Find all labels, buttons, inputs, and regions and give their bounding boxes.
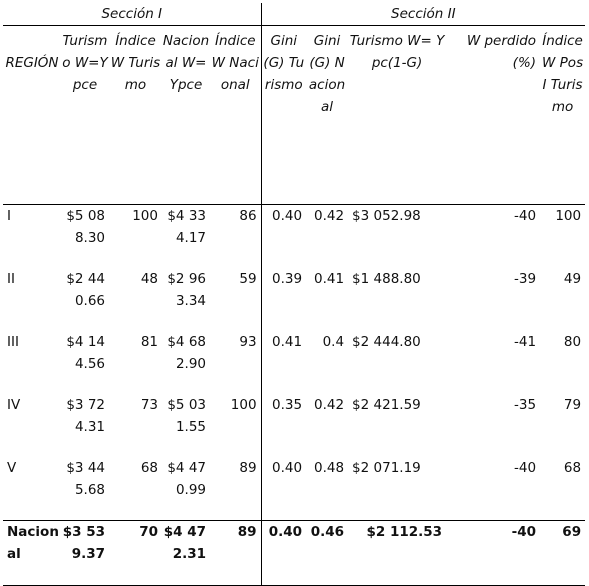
column-header-row [3,26,585,205]
cell-gini-turismo: 0.40 [261,521,306,586]
cell-indice-pos: 68 [563,460,582,476]
cell-region: I [7,208,11,224]
cell-nacional-w: $4 472.31 [162,521,210,586]
cell-nacional-w: $5 031.55 [167,397,206,435]
cell-turismo-ypc: $3 052.98 [352,208,421,224]
cell-indice-turismo: 81 [140,334,158,350]
cell-nacional-w: $4 470.99 [167,460,206,498]
cell-region: Nacional [3,521,61,586]
header-turismo-ypc: Turismo W= Ypc(1-G) [349,33,445,71]
header-region: REGIÓN [5,55,59,71]
cell-gini-nacional: 0.42 [313,208,345,224]
table-row [3,331,585,394]
cell-indice-pos: 69 [540,521,585,586]
cell-gini-turismo: 0.35 [271,397,303,413]
cell-indice-nacional: 100 [210,394,261,457]
cell-gini-nacional: 0.48 [313,460,345,476]
cell-indice-nacional: 59 [210,268,261,331]
cell-turismo-w: $4 144.56 [66,334,105,372]
header-gini-nacional: Gini (G) Nacional [308,33,346,115]
total-row [3,521,585,586]
cell-turismo-ypc: $2 444.80 [352,334,421,350]
cell-w-perdido: -41 [513,334,537,350]
cell-indice-turismo: 73 [140,397,158,413]
cell-indice-nacional: 86 [210,205,261,269]
cell-indice-pos: 79 [563,397,582,413]
cell-w-perdido: -40 [513,208,537,224]
header-turismo-w: Turismo W=Ypce [62,33,108,93]
cell-gini-turismo: 0.39 [271,271,303,287]
cell-nacional-w: $4 334.17 [167,208,206,246]
table-row [3,457,585,521]
cell-gini-turismo: 0.40 [271,208,303,224]
cell-gini-turismo: 0.40 [271,460,303,476]
cell-w-perdido: -35 [513,397,537,413]
cell-indice-nacional: 93 [210,331,261,394]
section-2-label: Sección II [261,3,585,26]
data-table [3,3,585,586]
cell-indice-turismo: 68 [140,460,158,476]
cell-turismo-ypc: $2 071.19 [352,460,421,476]
cell-w-perdido: -40 [446,521,540,586]
table-row [3,205,585,269]
cell-indice-pos: 80 [563,334,582,350]
cell-turismo-w: $3 445.68 [66,460,105,498]
cell-indice-nacional: 89 [210,457,261,521]
cell-w-perdido: -39 [513,271,537,287]
cell-turismo-ypc: $1 488.80 [352,271,421,287]
table-row [3,268,585,331]
section-1-label: Sección I [3,3,261,26]
cell-turismo-w: $3 539.37 [61,521,109,586]
cell-indice-turismo: 48 [140,271,158,287]
cell-gini-nacional: 0.42 [313,397,345,413]
table-row [3,394,585,457]
header-w-perdido: W perdido (%) [466,33,537,71]
cell-region: III [7,334,19,350]
cell-indice-pos: 100 [555,208,582,224]
cell-turismo-w: $2 440.66 [66,271,105,309]
cell-turismo-ypc: $2 112.53 [348,521,446,586]
section-header-row [3,3,585,26]
cell-turismo-w: $3 724.31 [66,397,105,435]
cell-w-perdido: -40 [513,460,537,476]
cell-nacional-w: $2 963.34 [167,271,206,309]
header-nacional-w: Nacional W=Ypce [162,33,210,93]
header-indice-w-nacional: Índice W Nacional [210,26,261,205]
cell-nacional-w: $4 682.90 [167,334,206,372]
cell-indice-turismo: 70 [109,521,162,586]
header-indice-w-turismo: Índice W Turismo [110,33,161,93]
cell-region: II [7,271,15,287]
cell-indice-nacional: 89 [210,521,261,586]
header-indice-w-pos: Índice W Pos I Turismo [542,33,584,115]
cell-gini-nacional: 0.4 [322,334,345,350]
cell-turismo-w: $5 088.30 [66,208,105,246]
cell-indice-turismo: 100 [132,208,158,224]
cell-region: V [7,460,17,476]
cell-gini-turismo: 0.41 [271,334,303,350]
cell-gini-nacional: 0.46 [306,521,348,586]
header-gini-turismo: Gini (G) Turismo [263,33,305,93]
cell-gini-nacional: 0.41 [313,271,345,287]
cell-region: IV [7,397,21,413]
cell-indice-pos: 49 [563,271,582,287]
cell-turismo-ypc: $2 421.59 [352,397,421,413]
